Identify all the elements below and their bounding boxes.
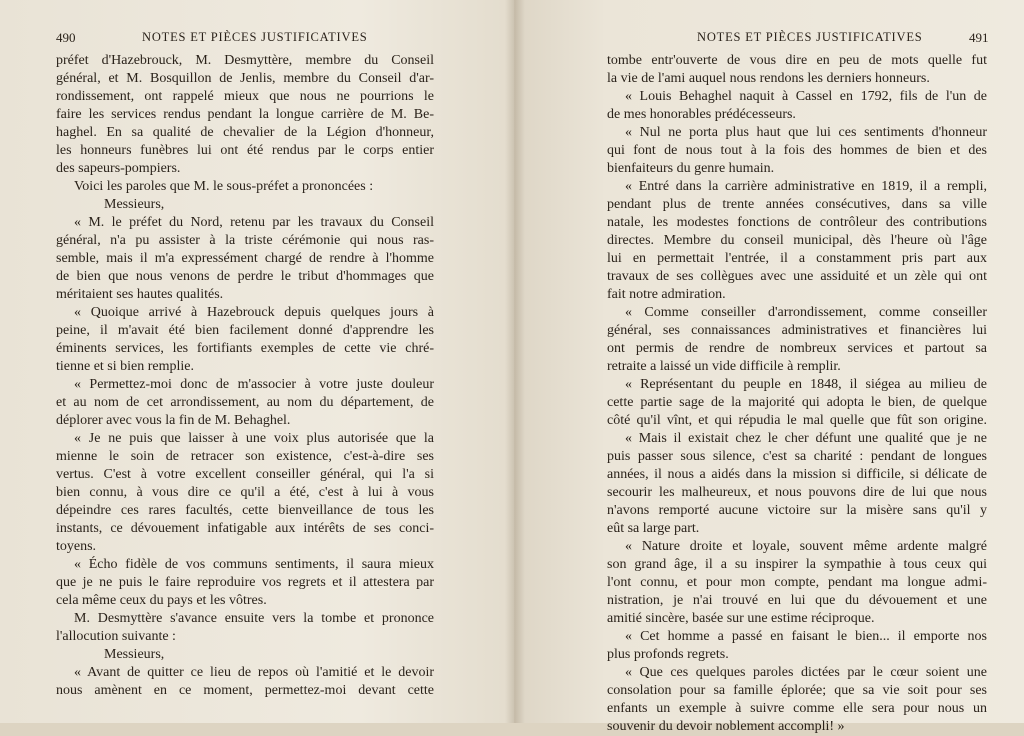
text-line: « Comme conseiller d'arrondissement, comme conseiller <box>625 305 987 320</box>
text-line: son grand âge, il a su inspirer la sympathie à tous ceux qui <box>607 557 987 572</box>
text-line: « Je ne puis que laisser à une voix plus autorisée que la <box>74 431 434 446</box>
text-line: nous amènent en ce moment, permettez-moi devant cette <box>56 683 434 698</box>
right-page <box>514 0 1024 734</box>
right-running-head: NOTES ET PIÈCES JUSTIFICATIVES <box>697 30 923 44</box>
text-line: mienne le soin de retracer son existence, c'est-à-dire ses <box>56 449 434 464</box>
text-line: cela même ceux du pays et les vôtres. <box>56 593 267 608</box>
text-line: « Entré dans la carrière administrative en 1819, il a rempli, <box>625 179 987 194</box>
text-line: qui font de nous tout à la fois des hommes de bien et des <box>607 143 987 158</box>
text-line: consolation pour sa famille éplorée; que sa vie soit pour ses <box>607 683 987 698</box>
text-line: « Avant de quitter ce lieu de repos où l'amitié et le devoir <box>74 665 434 680</box>
text-line: de mes honorables prédécesseurs. <box>607 107 796 122</box>
text-line: préfet d'Hazebrouck, M. Desmyttère, membre du Conseil <box>56 53 434 68</box>
text-line: tombe entr'ouverte de vous dire en peu de mots quelle fut <box>607 53 987 68</box>
text-line: général, et M. Bosquillon de Jenlis, membre du Conseil d'ar- <box>56 71 434 86</box>
text-line: lui en permettait l'entrée, il a constamment pris part aux <box>607 251 987 266</box>
text-line: « Cet homme a passé en faisant le bien... il emporte nos <box>625 629 987 644</box>
text-line: haghel. En sa qualité de chevalier de la Légion d'honneur, <box>56 125 434 140</box>
left-page-number: 490 <box>56 30 76 45</box>
text-line: secourir les malheureux, et nous pouvons dire de lui que nous <box>607 485 987 500</box>
text-line: dépeindre ces rares facultés, cette bienveillance de tous les <box>56 503 434 518</box>
text-line: n'avons remporté aucune victoire sur la misère sans qu'il y <box>607 503 987 518</box>
text-line: méritaient ses hautes qualités. <box>56 287 224 302</box>
text-line: la vie de l'ami auquel nous rendons les derniers honneurs. <box>607 71 930 86</box>
text-line: tienne et si bien remplie. <box>56 359 195 374</box>
text-line: ont permis de rendre de nombreux services et partout sa <box>607 341 987 356</box>
text-line: « Représentant du peuple en 1848, il siégea au milieu de <box>625 377 987 392</box>
text-line: de bien que nous venons de perdre le tribut d'hommages que <box>56 269 434 284</box>
text-line: « M. le préfet du Nord, retenu par les travaux du Conseil <box>74 215 434 230</box>
text-line: toyens. <box>56 539 97 554</box>
text-line: travaux de ses collègues avec une assiduité et un zèle qui ont <box>607 269 987 284</box>
text-line: les honneurs funèbres lui ont été rendus par le corps entier <box>56 143 434 158</box>
left-running-head: NOTES ET PIÈCES JUSTIFICATIVES <box>142 30 368 44</box>
text-line: peine, il m'avait été bien facilement donné d'apprendre les <box>56 323 434 338</box>
text-line: enfants un exemple à suivre comme elle sera pour nous un <box>607 701 987 716</box>
book-gutter <box>505 0 525 723</box>
text-line: amitié sincère, basée sur une estime réciproque. <box>607 611 875 626</box>
text-line: Messieurs, <box>104 197 165 212</box>
text-line: puis passer sous silence, c'est sa charité : pendant de longues <box>607 449 987 464</box>
text-line: « Permettez-moi donc de m'associer à votre juste douleur <box>74 377 434 392</box>
text-line: « Louis Behaghel naquit à Cassel en 1792, fils de l'un de <box>625 89 987 104</box>
text-line: des sapeurs-pompiers. <box>56 161 181 176</box>
left-page <box>0 0 514 723</box>
text-line: général, ses connaissances administratives et financières lui <box>607 323 987 338</box>
text-line: rondissement, ont rappelé mieux que nous ne pourrions le <box>56 89 434 104</box>
right-page-number: 491 <box>969 30 989 45</box>
text-line: directes. Membre du conseil municipal, dès l'heure où l'âge <box>607 233 987 248</box>
text-line: fait notre admiration. <box>607 287 726 302</box>
right-page-text <box>607 52 987 736</box>
text-line: Messieurs, <box>104 647 165 662</box>
text-line: bien connu, à vous dire ce qu'il a été, c'est à lui à vous <box>56 485 434 500</box>
text-line: retraite a laissé un vide difficile à remplir. <box>607 359 841 374</box>
text-line: M. Desmyttère s'avance ensuite vers la tombe et prononce <box>74 611 434 626</box>
text-line: plus profonds regrets. <box>607 647 729 662</box>
text-line: souvenir du devoir noblement accompli! » <box>607 719 845 734</box>
text-line: faire les services rendus pendant la longue carrière de M. Be- <box>56 107 434 122</box>
text-line: eût sa large part. <box>607 521 700 536</box>
text-line: « Nul ne porta plus haut que lui ces sentiments d'honneur <box>625 125 987 140</box>
text-line: années, il nous a aidés dans la mission si difficile, si délicate de <box>607 467 987 482</box>
text-line: l'allocution suivante : <box>56 629 176 644</box>
text-line: vertus. C'est à votre excellent conseiller général, qui l'a si <box>56 467 434 482</box>
text-line: l'ont connu, et pour mon compte, pendant ma longue admi- <box>607 575 987 590</box>
text-line: Voici les paroles que M. le sous-préfet a prononcées : <box>74 179 374 194</box>
text-line: « Quoique arrivé à Hazebrouck depuis quelques jours à <box>74 305 434 320</box>
text-line: « Mais il existait chez le cher défunt une qualité que je ne <box>625 431 987 446</box>
text-line: « Écho fidèle de vos communs sentiments, il saura mieux <box>74 557 434 572</box>
text-line: instants, ce dévouement infatigable aux intérêts de ses conci- <box>56 521 434 536</box>
text-line: éminents services, les fortifiants exemples de cette vie chré- <box>56 341 434 356</box>
text-line: nistration, je n'ai trouvé en lui que du dévouement et une <box>607 593 987 608</box>
text-line: côté qu'il vînt, et qui répudia le mal quelle que fût son origine. <box>607 413 987 428</box>
text-line: bienfaiteurs du genre humain. <box>607 161 775 176</box>
text-line: pendant plus de trente années consécutives, dans sa ville <box>607 197 987 212</box>
left-page-text <box>56 52 434 700</box>
text-line: cette partie sage de la majorité qui adopta le bien, de quelque <box>607 395 987 410</box>
text-line: et au nom de cet arrondissement, au nom du département, de <box>56 395 434 410</box>
text-line: déplorer avec vous la fin de M. Behaghel. <box>56 413 291 428</box>
text-line: natale, les modestes fonctions de contrôleur des contributions <box>607 215 987 230</box>
text-line: semble, mais il m'a expressément chargé de rendre à l'homme <box>56 251 434 266</box>
text-line: « Nature droite et loyale, souvent même ardente malgré <box>625 539 987 554</box>
text-line: que je ne puis le faire reproduire vos regrets et il attestera par <box>56 575 434 590</box>
text-line: général, n'a pu assister à la triste cérémonie qui nous ras- <box>56 233 434 248</box>
text-line: « Que ces quelques paroles dictées par le cœur soient une <box>625 665 987 680</box>
